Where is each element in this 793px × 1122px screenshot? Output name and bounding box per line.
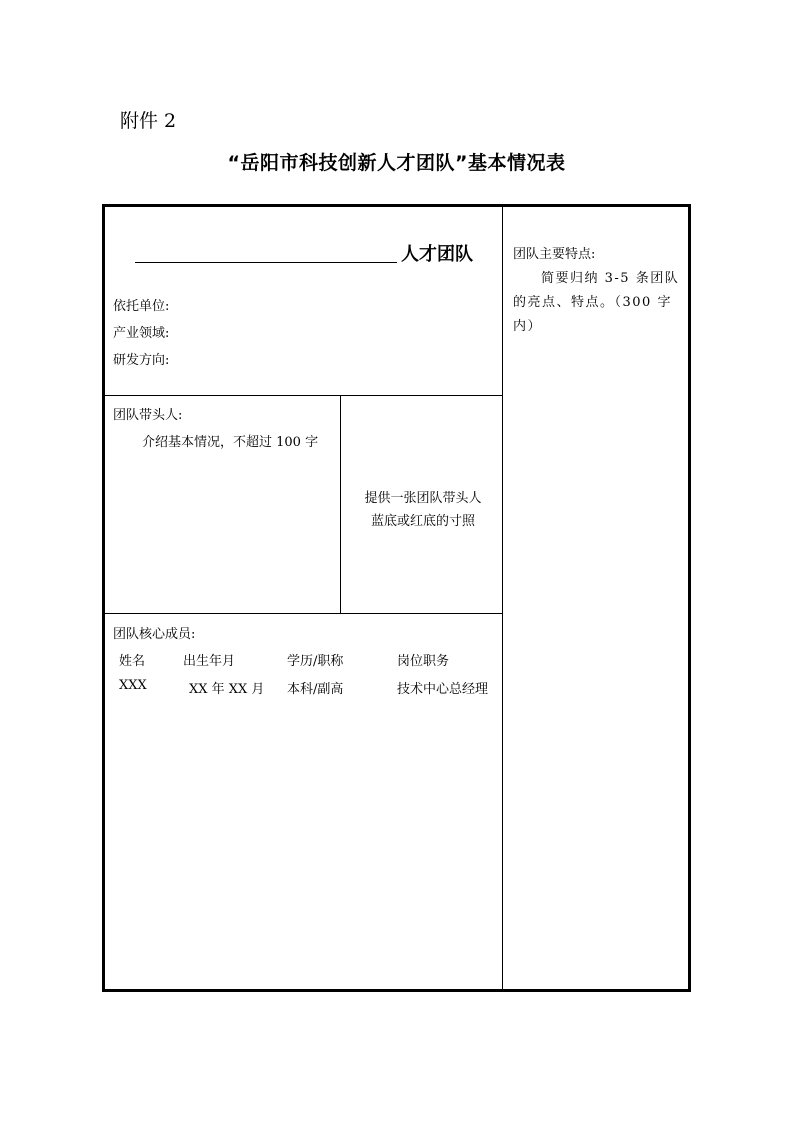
- info-form: [102, 204, 691, 992]
- member-header-education: 学历/职称: [287, 654, 344, 669]
- divider-main-vertical: [502, 207, 503, 989]
- research-label: 研发方向:: [113, 353, 170, 368]
- table-row-education: 本科/副高: [287, 682, 344, 697]
- table-row-birth: XX 年 XX 月: [189, 682, 265, 697]
- leader-photo-placeholder[interactable]: [343, 487, 503, 533]
- attachment-label: 附件 2: [120, 110, 177, 132]
- team-name-field[interactable]: [135, 262, 397, 263]
- team-name-suffix: 人才团队: [401, 244, 473, 265]
- member-header-position: 岗位职务: [397, 654, 450, 669]
- industry-label: 产业领域:: [113, 326, 170, 341]
- photo-note-line1: 提供一张团队带头人: [364, 491, 482, 506]
- divider-basic-info: [105, 395, 502, 396]
- table-row-name: XXX: [119, 678, 147, 693]
- member-header-birth: 出生年月: [183, 654, 236, 669]
- host-unit-label: 依托单位:: [113, 299, 170, 314]
- divider-leader: [105, 613, 502, 614]
- table-row-position: 技术中心总经理: [397, 682, 489, 697]
- page-title: “岳阳市科技创新人才团队”基本情况表: [227, 152, 566, 174]
- photo-note-line2: 蓝底或红底的寸照: [370, 514, 475, 529]
- features-label: 团队主要特点:: [513, 247, 596, 262]
- features-description: 简要归纳 3-5 条团队的亮点、特点。（300 字内）: [513, 271, 680, 334]
- leader-instruction: 介绍基本情况，不超过 100 字: [142, 435, 319, 450]
- core-members-label: 团队核心成员:: [113, 627, 196, 642]
- leader-label: 团队带头人:: [113, 408, 183, 423]
- divider-photo: [340, 395, 341, 613]
- member-header-name: 姓名: [119, 654, 146, 669]
